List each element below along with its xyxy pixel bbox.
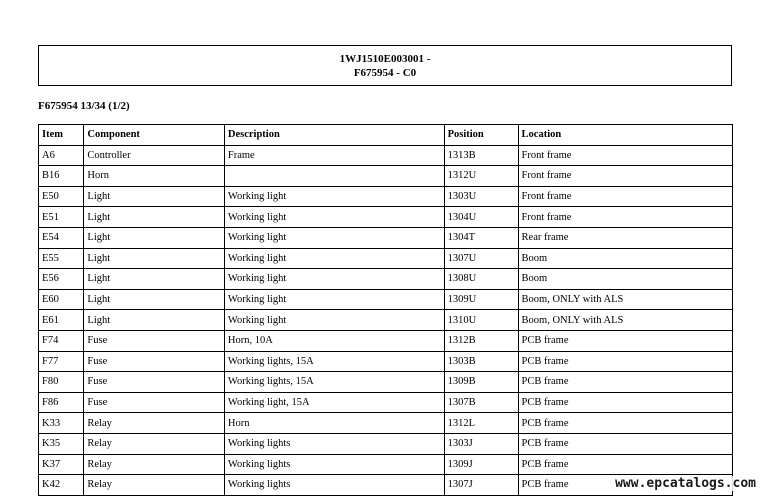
cell-description: Working lights — [224, 454, 444, 475]
cell-description: Working light — [224, 269, 444, 290]
table-row — [39, 145, 733, 166]
cell-item: K33 — [39, 413, 84, 434]
cell-component: Fuse — [84, 330, 224, 351]
table-row — [39, 207, 733, 228]
cell-item: E60 — [39, 289, 84, 310]
table-row — [39, 166, 733, 187]
cell-position: 1303J — [444, 433, 518, 454]
cell-component: Light — [84, 186, 224, 207]
header-line-1: 1WJ1510E003001 - — [339, 53, 431, 65]
cell-position: 1307U — [444, 248, 518, 269]
cell-position: 1312B — [444, 330, 518, 351]
document-header — [38, 45, 732, 86]
table-row — [39, 227, 733, 248]
table-header-row — [39, 125, 733, 146]
cell-location: Boom — [518, 248, 732, 269]
cell-location: Boom, ONLY with ALS — [518, 289, 732, 310]
table-row — [39, 413, 733, 434]
table-row — [39, 433, 733, 454]
cell-description: Working lights — [224, 475, 444, 496]
cell-description: Working light — [224, 248, 444, 269]
cell-description: Working lights, 15A — [224, 351, 444, 372]
cell-component: Light — [84, 248, 224, 269]
cell-description: Frame — [224, 145, 444, 166]
cell-location: PCB frame — [518, 330, 732, 351]
cell-location: PCB frame — [518, 351, 732, 372]
table-row — [39, 289, 733, 310]
table-row — [39, 392, 733, 413]
cell-position: 1307B — [444, 392, 518, 413]
cell-position: 1303U — [444, 186, 518, 207]
cell-location: PCB frame — [518, 454, 732, 475]
header-position: Position — [444, 125, 518, 146]
cell-location: Rear frame — [518, 227, 732, 248]
cell-component: Relay — [84, 475, 224, 496]
cell-location: Front frame — [518, 186, 732, 207]
cell-component: Controller — [84, 145, 224, 166]
cell-item: F86 — [39, 392, 84, 413]
cell-location: Front frame — [518, 145, 732, 166]
cell-position: 1313B — [444, 145, 518, 166]
cell-description: Horn — [224, 413, 444, 434]
cell-location: PCB frame — [518, 413, 732, 434]
cell-description: Working lights — [224, 433, 444, 454]
cell-location: PCB frame — [518, 372, 732, 393]
header-line-2: F675954 - C0 — [353, 67, 417, 79]
cell-description: Working light — [224, 310, 444, 331]
table-row — [39, 186, 733, 207]
cell-position: 1309B — [444, 372, 518, 393]
cell-component: Relay — [84, 454, 224, 475]
cell-location: Front frame — [518, 166, 732, 187]
cell-item: K37 — [39, 454, 84, 475]
cell-location: Boom, ONLY with ALS — [518, 310, 732, 331]
header-item: Item — [39, 125, 84, 146]
table-row — [39, 351, 733, 372]
cell-description — [224, 166, 444, 187]
cell-component: Light — [84, 227, 224, 248]
cell-location: Front frame — [518, 207, 732, 228]
header-location: Location — [518, 125, 732, 146]
cell-item: F80 — [39, 372, 84, 393]
cell-position: 1309J — [444, 454, 518, 475]
cell-item: E50 — [39, 186, 84, 207]
cell-description: Working light — [224, 289, 444, 310]
cell-component: Relay — [84, 413, 224, 434]
cell-position: 1310U — [444, 310, 518, 331]
cell-item: E56 — [39, 269, 84, 290]
table-row — [39, 310, 733, 331]
table-row — [39, 269, 733, 290]
cell-component: Light — [84, 289, 224, 310]
cell-component: Horn — [84, 166, 224, 187]
cell-component: Fuse — [84, 392, 224, 413]
cell-location: PCB frame — [518, 433, 732, 454]
table-row — [39, 454, 733, 475]
cell-position: 1304U — [444, 207, 518, 228]
watermark: www.epcatalogs.com — [615, 476, 756, 491]
cell-item: E54 — [39, 227, 84, 248]
table-body — [39, 145, 733, 495]
cell-component: Relay — [84, 433, 224, 454]
table-row — [39, 372, 733, 393]
cell-component: Light — [84, 207, 224, 228]
cell-component: Light — [84, 310, 224, 331]
cell-description: Horn, 10A — [224, 330, 444, 351]
cell-item: A6 — [39, 145, 84, 166]
header-component: Component — [84, 125, 224, 146]
cell-component: Fuse — [84, 351, 224, 372]
cell-item: K42 — [39, 475, 84, 496]
cell-item: E55 — [39, 248, 84, 269]
components-table — [38, 124, 733, 496]
cell-item: K35 — [39, 433, 84, 454]
header-description: Description — [224, 125, 444, 146]
cell-component: Light — [84, 269, 224, 290]
cell-description: Working lights, 15A — [224, 372, 444, 393]
cell-location: PCB frame — [518, 392, 732, 413]
cell-item: E51 — [39, 207, 84, 228]
cell-position: 1312L — [444, 413, 518, 434]
table-row — [39, 330, 733, 351]
cell-item: F74 — [39, 330, 84, 351]
cell-description: Working light, 15A — [224, 392, 444, 413]
cell-location: PCB frame — [518, 475, 732, 496]
cell-position: 1303B — [444, 351, 518, 372]
table-row — [39, 248, 733, 269]
cell-component: Fuse — [84, 372, 224, 393]
page-subtitle: F675954 13/34 (1/2) — [38, 100, 130, 112]
cell-description: Working light — [224, 207, 444, 228]
cell-item: B16 — [39, 166, 84, 187]
cell-position: 1312U — [444, 166, 518, 187]
cell-location: Boom — [518, 269, 732, 290]
cell-position: 1308U — [444, 269, 518, 290]
cell-position: 1309U — [444, 289, 518, 310]
cell-position: 1307J — [444, 475, 518, 496]
cell-description: Working light — [224, 227, 444, 248]
cell-item: F77 — [39, 351, 84, 372]
cell-description: Working light — [224, 186, 444, 207]
cell-position: 1304T — [444, 227, 518, 248]
cell-item: E61 — [39, 310, 84, 331]
